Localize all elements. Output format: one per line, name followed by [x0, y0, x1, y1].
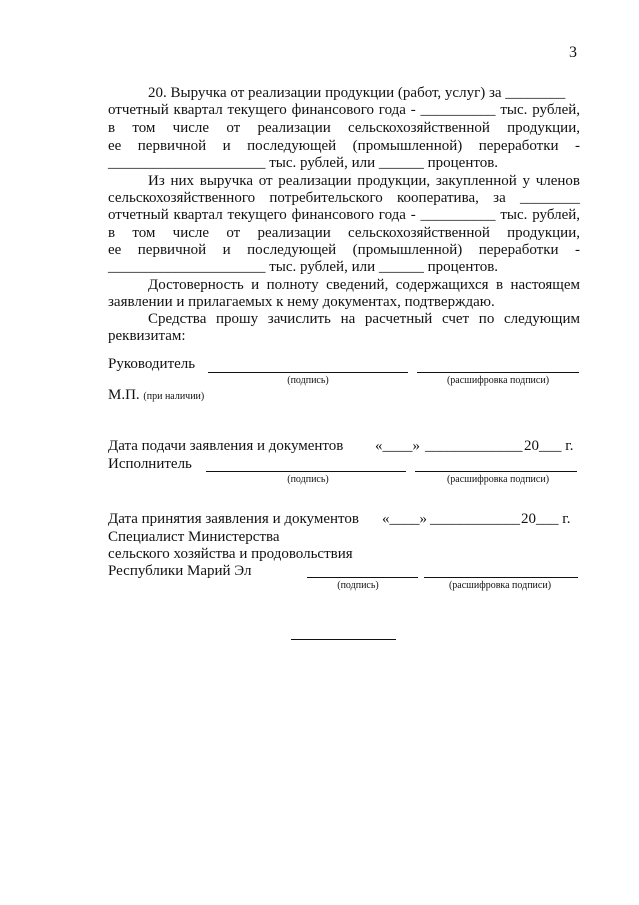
stamp-label: [108, 387, 204, 404]
confirm-line-2: заявлении и прилагаемых к нему документах, подтверждаю.: [108, 294, 495, 310]
acceptance-date-year: 20___ г.: [521, 511, 571, 527]
members-line-2: сельскохозяйственного потребительского кооператива, за ________: [108, 190, 580, 206]
executor-decoding-line: [415, 471, 577, 472]
submission-date-month: _____________: [425, 438, 523, 454]
specialist-line-2: сельского хозяйства и продовольствия: [108, 546, 353, 562]
head-label: Руководитель: [108, 356, 196, 372]
specialist-signature-caption: (подпись): [337, 580, 379, 591]
stamp-mark: М.П.: [108, 387, 140, 403]
stamp-note: (при наличии): [143, 391, 205, 402]
para20-line-5: _____________________ тыс. рублей, или ______ процентов.: [108, 155, 499, 171]
funds-line-1: Средства прошу зачислить на расчетный счет по следующим: [148, 311, 580, 327]
submission-date-label: Дата подачи заявления и документов: [108, 438, 344, 454]
para20-line-1: 20. Выручка от реализации продукции (работ, услуг) за ________: [148, 85, 566, 101]
executor-label: Исполнитель: [108, 456, 192, 472]
executor-decoding-caption: (расшифровка подписи): [446, 474, 550, 485]
acceptance-date-month: ____________: [430, 511, 520, 527]
specialist-line-1: Специалист Министерства: [108, 529, 280, 545]
confirm-line-1: Достоверность и полноту сведений, содержащихся в настоящем: [148, 277, 580, 293]
para20-line-2: отчетный квартал текущего финансового года - __________ тыс. рублей,: [108, 102, 580, 118]
specialist-decoding-caption: (расшифровка подписи): [448, 580, 552, 591]
specialist-signature-line: [307, 577, 418, 578]
executor-signature-caption: (подпись): [287, 474, 329, 485]
executor-signature-line: [206, 471, 406, 472]
members-line-5: ее первичной и последующей (промышленной) переработки -: [108, 242, 580, 258]
submission-date-year: 20___ г.: [524, 438, 574, 454]
members-line-4: в том числе от реализации сельскохозяйственной продукции,: [108, 225, 580, 241]
head-decoding-line: [417, 372, 579, 373]
members-line-3: отчетный квартал текущего финансового года - __________ тыс. рублей,: [108, 207, 580, 223]
head-decoding-caption: (расшифровка подписи): [446, 375, 550, 386]
acceptance-date-label: Дата принятия заявления и документов: [108, 511, 359, 527]
specialist-line-3: Республики Марий Эл: [108, 563, 252, 579]
specialist-decoding-line: [424, 577, 578, 578]
head-signature-caption: (подпись): [287, 375, 329, 386]
head-signature-line: [208, 372, 408, 373]
closing-divider: [291, 639, 396, 640]
para20-line-4: ее первичной и последующей (промышленной) переработки -: [108, 138, 580, 154]
members-line-6: _____________________ тыс. рублей, или ______ процентов.: [108, 259, 499, 275]
funds-line-2: реквизитам:: [108, 328, 186, 344]
submission-date-day: «____»: [375, 438, 420, 454]
members-line-1: Из них выручка от реализации продукции, закупленной у членов: [148, 173, 580, 189]
page-number: 3: [569, 44, 577, 61]
para20-line-3: в том числе от реализации сельскохозяйственной продукции,: [108, 120, 580, 136]
acceptance-date-day: «____»: [382, 511, 427, 527]
